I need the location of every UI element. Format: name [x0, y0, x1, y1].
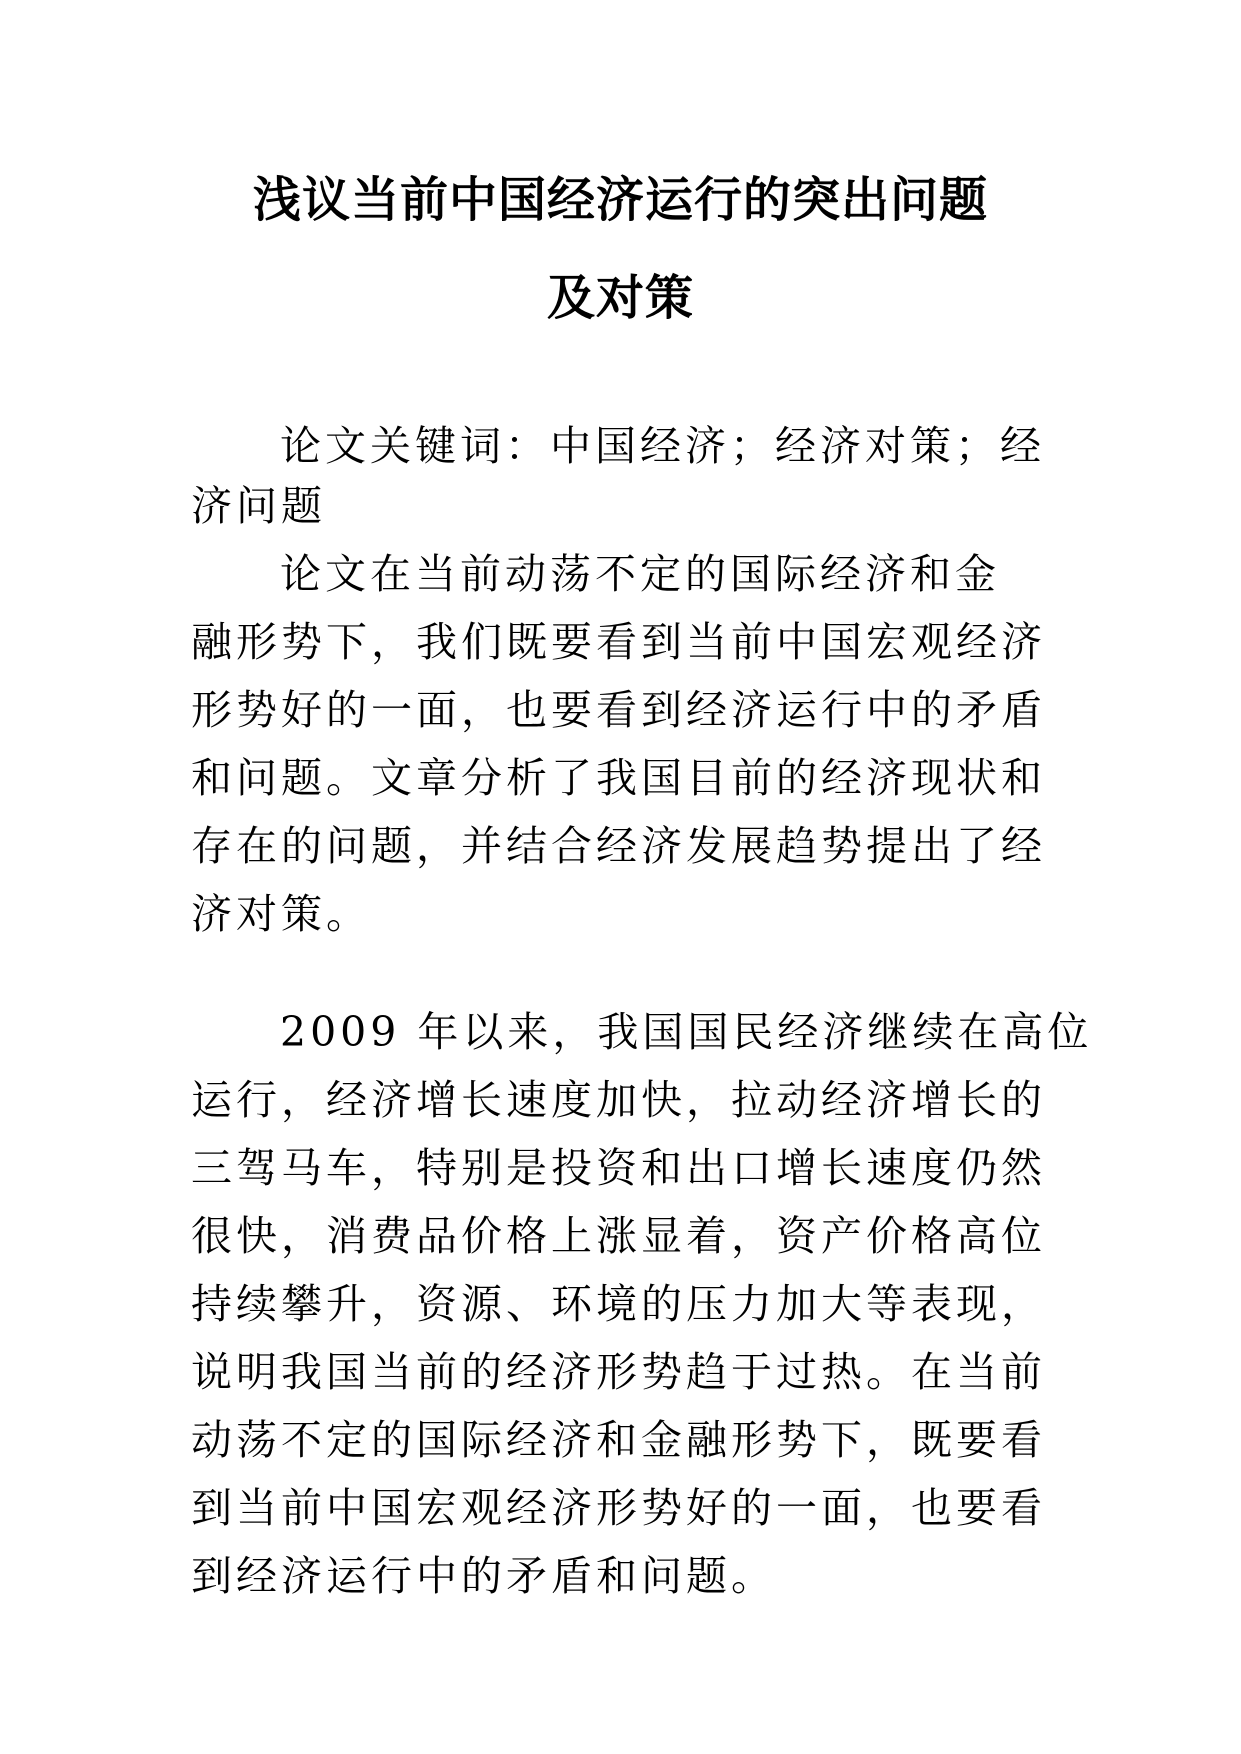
body-line: 运行，经济增长速度加快，拉动经济增长的	[191, 1076, 1046, 1124]
keywords-line: 论文关键词：中国经济；经济对策；经	[280, 422, 1045, 470]
body-line: 持续攀升，资源、环境的压力加大等表现，	[191, 1280, 1046, 1328]
abstract-line: 形势好的一面，也要看到经济运行中的矛盾	[191, 686, 1046, 734]
body-line: 到当前中国宏观经济形势好的一面，也要看	[191, 1484, 1046, 1532]
body-line: 三驾马车，特别是投资和出口增长速度仍然	[191, 1144, 1046, 1192]
document-title-line-1: 浅议当前中国经济运行的突出问题	[252, 172, 988, 228]
abstract-line: 论文在当前动荡不定的国际经济和金	[280, 550, 1000, 598]
keywords-line: 济问题	[191, 482, 326, 530]
body-line: 动荡不定的国际经济和金融形势下，既要看	[191, 1416, 1046, 1464]
abstract-line: 济对策。	[191, 890, 371, 938]
body-line: 到经济运行中的矛盾和问题。	[191, 1552, 776, 1600]
body-line: 很快，消费品价格上涨显着，资产价格高位	[191, 1212, 1046, 1260]
abstract-line: 融形势下，我们既要看到当前中国宏观经济	[191, 618, 1046, 666]
body-line: 2009 年以来，我国国民经济继续在高位	[280, 1008, 1093, 1056]
body-line: 说明我国当前的经济形势趋于过热。在当前	[191, 1348, 1046, 1396]
abstract-line: 和问题。文章分析了我国目前的经济现状和	[191, 754, 1046, 802]
document-title-line-2: 及对策	[546, 270, 694, 326]
abstract-line: 存在的问题，并结合经济发展趋势提出了经	[191, 822, 1046, 870]
